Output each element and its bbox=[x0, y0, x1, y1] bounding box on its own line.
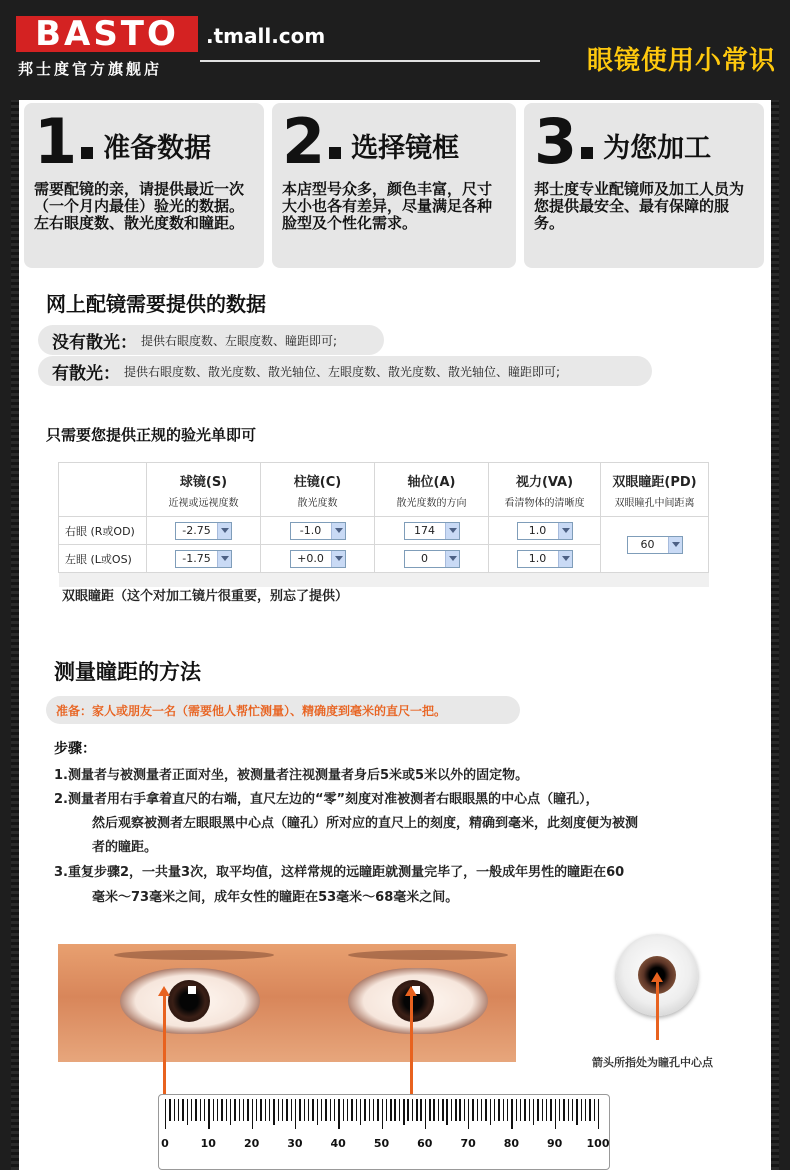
ruler-tick bbox=[472, 1099, 473, 1121]
preparation-pill: 准备：家人或朋友一名（需要他人帮忙测量）、精确度到毫米的直尺一把。 bbox=[46, 696, 520, 724]
ruler-tick bbox=[165, 1099, 166, 1129]
prescription-table bbox=[58, 462, 709, 587]
ruler-tick bbox=[338, 1099, 339, 1129]
chevron-down-icon[interactable] bbox=[331, 523, 345, 539]
ruler-tick bbox=[221, 1099, 222, 1121]
ruler-tick bbox=[195, 1099, 196, 1121]
ruler-tick bbox=[394, 1099, 395, 1121]
chevron-down-icon[interactable] bbox=[445, 551, 459, 567]
step-title: 选择镜框 bbox=[351, 133, 460, 164]
ruler-tick bbox=[356, 1099, 357, 1121]
ruler-tick bbox=[299, 1099, 300, 1121]
ruler-label: 90 bbox=[547, 1137, 563, 1150]
method-step-line: 2.测量者用右手拿着直尺的右端，直尺左边的“零”刻度对准被测者右眼眼黑的中心点（瞳孔）， bbox=[54, 792, 599, 807]
ruler-tick bbox=[507, 1099, 508, 1121]
right-eye-shape bbox=[120, 968, 260, 1034]
ruler-tick bbox=[529, 1099, 530, 1121]
pupil-center-note: 箭头所指处为瞳孔中心点 bbox=[592, 1056, 713, 1069]
ruler-tick bbox=[594, 1099, 595, 1121]
ruler-tick bbox=[438, 1099, 439, 1121]
column-header-axis: 轴位(A) 散光度数的方向 bbox=[375, 463, 489, 517]
ruler-tick bbox=[226, 1099, 227, 1121]
ruler-tick bbox=[351, 1099, 352, 1121]
chevron-down-icon[interactable] bbox=[217, 523, 231, 539]
no-astigmatism-pill bbox=[38, 325, 384, 355]
data-section-title: 网上配镜需要提供的数据 bbox=[46, 292, 266, 316]
chevron-down-icon[interactable] bbox=[668, 537, 682, 553]
ruler-tick bbox=[559, 1099, 560, 1121]
ruler-label: 20 bbox=[243, 1137, 260, 1150]
pd-method-title: 测量瞳距的方法 bbox=[54, 660, 201, 684]
arrow-line bbox=[410, 994, 413, 1098]
ruler-tick bbox=[442, 1099, 443, 1121]
square-bullet-icon bbox=[581, 147, 593, 159]
ruler-tick bbox=[546, 1099, 547, 1121]
ruler-tick bbox=[576, 1099, 577, 1125]
ruler-tick bbox=[516, 1099, 517, 1121]
ruler-tick bbox=[243, 1099, 244, 1121]
ruler-tick bbox=[542, 1099, 543, 1121]
ruler-tick bbox=[213, 1099, 214, 1121]
page-title: 眼镜使用小常识 bbox=[586, 46, 776, 76]
eyebrow-shape bbox=[348, 950, 508, 960]
ruler-tick bbox=[459, 1099, 460, 1121]
ruler-tick bbox=[524, 1099, 525, 1121]
left-eye-shape bbox=[348, 968, 488, 1034]
ruler-tick bbox=[386, 1099, 387, 1121]
step-number: 1 bbox=[34, 105, 78, 178]
method-step-line: 者的瞳距。 bbox=[92, 840, 158, 855]
ruler-tick bbox=[360, 1099, 361, 1125]
ruler-label: 0 bbox=[161, 1137, 169, 1150]
ruler-tick bbox=[550, 1099, 551, 1121]
ruler-tick bbox=[269, 1099, 270, 1121]
ruler-tick bbox=[416, 1099, 417, 1121]
step-card-prepare-data bbox=[24, 103, 264, 268]
ruler-tick bbox=[369, 1099, 370, 1121]
brand-domain[interactable]: .tmall.com bbox=[206, 24, 326, 48]
ruler-tick bbox=[260, 1099, 261, 1121]
astigmatism-label: 有散光： bbox=[52, 363, 120, 384]
ruler-tick bbox=[485, 1099, 486, 1121]
step-body: 邦士度专业配镜师及加工人员为您提供最安全、最有保障的服务。 bbox=[534, 180, 745, 232]
ruler-tick bbox=[455, 1099, 456, 1121]
chevron-down-icon[interactable] bbox=[331, 551, 345, 567]
store-name: 邦士度官方旗舰店 bbox=[18, 60, 163, 78]
row-label-right-eye: 右眼 (R或OD) bbox=[59, 517, 147, 545]
ruler-label: 100 bbox=[586, 1137, 610, 1150]
right-frame-border bbox=[771, 100, 790, 1170]
table-row-right-eye bbox=[59, 517, 709, 545]
ruler-tick bbox=[265, 1099, 266, 1121]
square-bullet-icon bbox=[329, 147, 341, 159]
header-divider bbox=[200, 60, 540, 62]
ruler-tick bbox=[585, 1099, 586, 1121]
chevron-down-icon[interactable] bbox=[558, 551, 572, 567]
eyes-photo bbox=[58, 944, 516, 1062]
ruler-tick bbox=[174, 1099, 175, 1121]
ruler-tick bbox=[286, 1099, 287, 1121]
chevron-down-icon[interactable] bbox=[445, 523, 459, 539]
ruler-tick bbox=[217, 1099, 218, 1121]
ruler-label: 10 bbox=[200, 1137, 216, 1150]
ruler-tick bbox=[382, 1099, 383, 1129]
left-va-select[interactable]: 1.0 bbox=[517, 550, 573, 568]
method-step-line: 1.测量者与被测量者正面对坐，被测量者注视测量者身后5米或5米以外的固定物。 bbox=[54, 768, 529, 783]
ruler-tick bbox=[208, 1099, 209, 1129]
ruler-tick bbox=[511, 1099, 512, 1129]
ruler-label: 50 bbox=[373, 1137, 390, 1150]
ruler-label: 40 bbox=[330, 1137, 346, 1150]
table-corner bbox=[59, 463, 147, 517]
ruler-tick bbox=[373, 1099, 374, 1121]
ruler-tick bbox=[169, 1099, 170, 1121]
right-sphere-select[interactable]: -2.75 bbox=[175, 522, 231, 540]
ruler-tick bbox=[490, 1099, 491, 1125]
ruler-label: 70 bbox=[460, 1137, 476, 1150]
ruler-tick bbox=[325, 1099, 326, 1121]
pd-importance-note: 双眼瞳距（这个对加工镜片很重要，别忘了提供） bbox=[62, 589, 349, 604]
ruler-tick bbox=[377, 1099, 378, 1121]
left-axis-select[interactable]: 0 bbox=[404, 550, 460, 568]
step-number: 3 bbox=[534, 105, 578, 178]
ruler-tick bbox=[572, 1099, 573, 1121]
ruler-label: 30 bbox=[287, 1137, 303, 1150]
ruler-tick bbox=[568, 1099, 569, 1121]
ruler-tick bbox=[537, 1099, 538, 1121]
ruler-tick bbox=[412, 1099, 413, 1121]
ruler-tick bbox=[403, 1099, 404, 1125]
brand-logo[interactable]: BASTO bbox=[16, 16, 198, 52]
square-bullet-icon bbox=[81, 147, 93, 159]
arrow-line bbox=[656, 978, 659, 1040]
millimeter-ruler bbox=[158, 1094, 610, 1170]
ruler-tick bbox=[429, 1099, 430, 1121]
arrow-up-icon bbox=[405, 986, 417, 996]
ruler-label: 80 bbox=[503, 1137, 520, 1150]
ruler-tick bbox=[334, 1099, 335, 1121]
pd-select[interactable]: 60 bbox=[627, 536, 683, 554]
left-cylinder-select[interactable]: +0.0 bbox=[290, 550, 346, 568]
ruler-tick bbox=[295, 1099, 296, 1129]
row-label-left-eye: 左眼 (L或OS) bbox=[59, 545, 147, 573]
ruler-tick bbox=[308, 1099, 309, 1121]
ruler-tick bbox=[390, 1099, 391, 1121]
ruler-tick bbox=[520, 1099, 521, 1121]
chevron-down-icon[interactable] bbox=[558, 523, 572, 539]
ruler-tick bbox=[230, 1099, 231, 1125]
ruler-tick bbox=[451, 1099, 452, 1121]
step-card-processing bbox=[524, 103, 764, 268]
no-astigmatism-label: 没有散光： bbox=[52, 332, 137, 353]
ruler-tick bbox=[347, 1099, 348, 1121]
ruler-label: 60 bbox=[417, 1137, 433, 1150]
ruler-tick bbox=[477, 1099, 478, 1121]
eyebrow-shape bbox=[114, 950, 274, 960]
ruler-tick bbox=[498, 1099, 499, 1121]
ruler-tick bbox=[446, 1099, 447, 1125]
ruler-tick bbox=[252, 1099, 253, 1129]
right-cylinder-select[interactable]: -1.0 bbox=[290, 522, 346, 540]
column-header-cylinder: 柱镜(C) 散光度数 bbox=[261, 463, 375, 517]
chevron-down-icon[interactable] bbox=[217, 551, 231, 567]
right-axis-select[interactable]: 174 bbox=[404, 522, 460, 540]
ruler-tick bbox=[204, 1099, 205, 1121]
ruler-tick bbox=[278, 1099, 279, 1121]
ruler-tick bbox=[420, 1099, 421, 1121]
ruler-tick bbox=[555, 1099, 556, 1129]
ruler-tick bbox=[304, 1099, 305, 1121]
ruler-tick bbox=[503, 1099, 504, 1121]
header-bar bbox=[0, 0, 790, 100]
step-title: 为您加工 bbox=[603, 133, 712, 164]
ruler-tick bbox=[468, 1099, 469, 1129]
left-frame-border bbox=[0, 100, 19, 1170]
pupil-shape bbox=[168, 980, 210, 1022]
column-header-visual-acuity: 视力(VA) 看清物体的清晰度 bbox=[489, 463, 601, 517]
ruler-tick bbox=[273, 1099, 274, 1125]
ruler-tick bbox=[282, 1099, 283, 1121]
method-step-line: 毫米～73毫米之间，成年女性的瞳距在53毫米～68毫米之间。 bbox=[92, 890, 459, 905]
step-card-select-frame bbox=[272, 103, 516, 268]
right-va-select[interactable]: 1.0 bbox=[517, 522, 573, 540]
arrow-line bbox=[163, 994, 166, 1098]
ruler-tick bbox=[330, 1099, 331, 1121]
column-header-pd: 双眼瞳距(PD) 双眼瞳孔中间距离 bbox=[601, 463, 709, 517]
ruler-tick bbox=[399, 1099, 400, 1121]
ruler-tick bbox=[191, 1099, 192, 1121]
ruler-tick bbox=[433, 1099, 434, 1121]
left-sphere-select[interactable]: -1.75 bbox=[175, 550, 231, 568]
step-number: 2 bbox=[282, 105, 326, 178]
ruler-tick bbox=[343, 1099, 344, 1121]
ruler-tick bbox=[589, 1099, 590, 1121]
ruler-tick bbox=[494, 1099, 495, 1121]
ruler-tick bbox=[464, 1099, 465, 1121]
prescription-hint: 只需要您提供正规的验光单即可 bbox=[46, 426, 257, 444]
astigmatism-pill bbox=[38, 356, 652, 386]
step-body: 需要配镜的亲，请提供最近一次（一个月内最佳）验光的数据。左右眼度数、散光度数和瞳距。 bbox=[34, 180, 245, 232]
ruler-tick bbox=[581, 1099, 582, 1121]
ruler-tick bbox=[187, 1099, 188, 1125]
step-body: 本店型号众多，颜色丰富，尺寸大小也各有差异，尽量满足各种脸型及个性化需求。 bbox=[282, 180, 493, 232]
ruler-tick bbox=[533, 1099, 534, 1125]
column-header-sphere: 球镜(S) 近视或远视度数 bbox=[147, 463, 261, 517]
method-step-line: 3.重复步骤2，一共量3次，取平均值，这样常规的远瞳距就测量完毕了，一般成年男性的瞳距在60 bbox=[54, 865, 625, 880]
ruler-tick bbox=[321, 1099, 322, 1121]
ruler-tick bbox=[364, 1099, 365, 1121]
steps-label: 步骤： bbox=[54, 741, 96, 757]
arrow-up-icon bbox=[651, 972, 663, 982]
arrow-up-icon bbox=[158, 986, 170, 996]
ruler-tick bbox=[598, 1099, 599, 1129]
ruler-tick bbox=[239, 1099, 240, 1121]
ruler-tick bbox=[234, 1099, 235, 1121]
ruler-tick bbox=[425, 1099, 426, 1129]
ruler-tick bbox=[563, 1099, 564, 1121]
ruler-tick bbox=[317, 1099, 318, 1125]
method-step-line: 然后观察被测者左眼眼黑中心点（瞳孔）所对应的直尺上的刻度，精确到毫米，此刻度便为被测 bbox=[92, 816, 639, 831]
ruler-tick bbox=[481, 1099, 482, 1121]
ruler-tick bbox=[247, 1099, 248, 1121]
ruler-tick bbox=[256, 1099, 257, 1121]
ruler-tick bbox=[200, 1099, 201, 1121]
ruler-tick bbox=[291, 1099, 292, 1121]
ruler-tick bbox=[312, 1099, 313, 1121]
step-title: 准备数据 bbox=[103, 133, 212, 164]
astigmatism-text: 提供右眼度数、散光度数、散光轴位、左眼度数、散光度数、散光轴位、瞳距即可; bbox=[124, 364, 561, 379]
ruler-tick bbox=[182, 1099, 183, 1121]
no-astigmatism-text: 提供右眼度数、左眼度数、瞳距即可; bbox=[141, 333, 338, 348]
ruler-tick bbox=[407, 1099, 408, 1121]
ruler-tick bbox=[178, 1099, 179, 1121]
